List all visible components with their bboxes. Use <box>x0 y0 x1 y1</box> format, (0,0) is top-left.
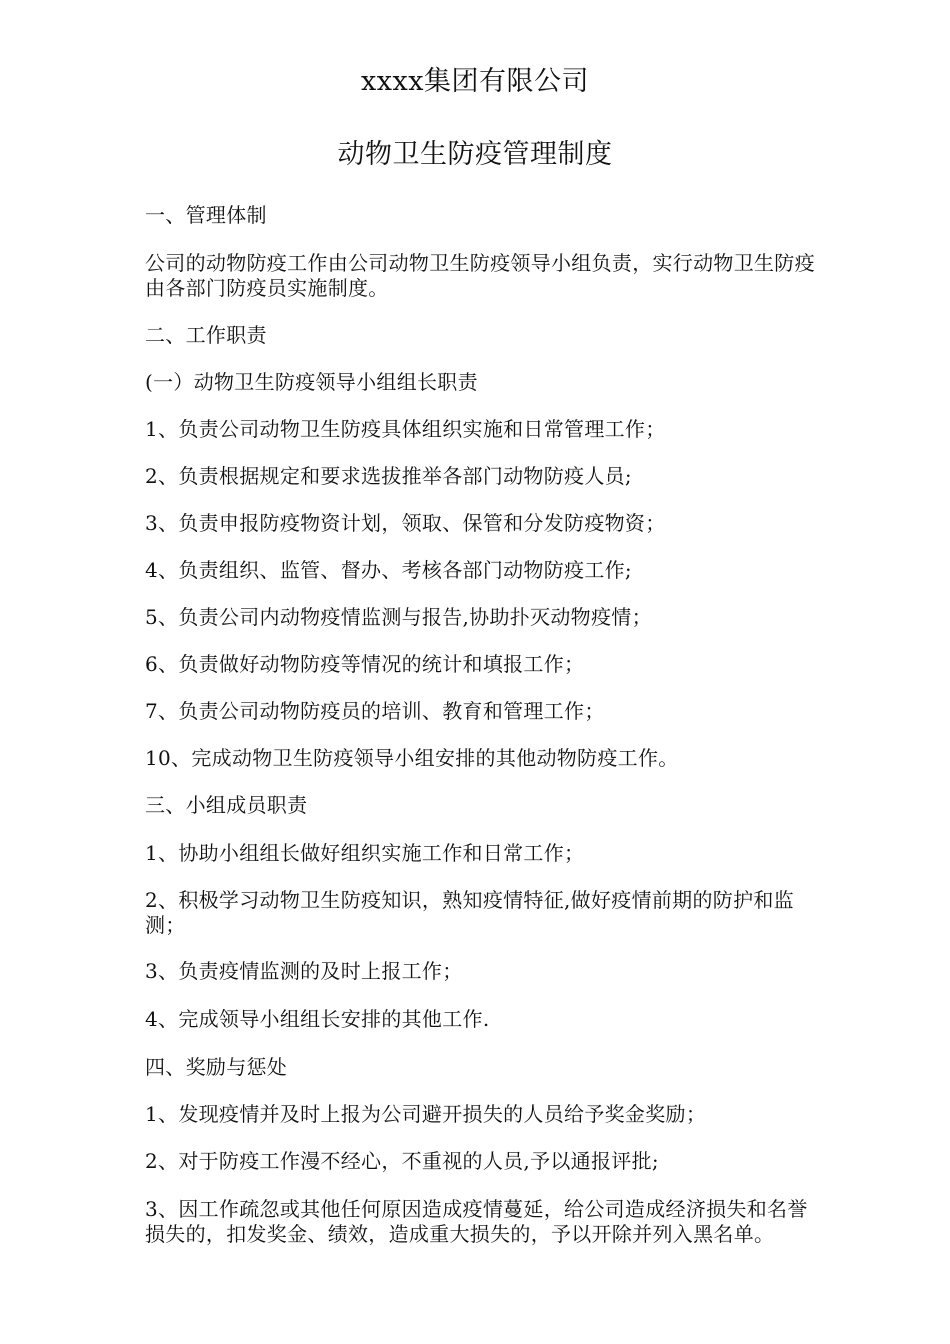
list-item: 10、完成动物卫生防疫领导小组安排的其他动物防疫工作。 <box>145 746 679 770</box>
list-item: 6、负责做好动物防疫等情况的统计和填报工作； <box>145 652 585 676</box>
list-item: 2、对于防疫工作漫不经心，不重视的人员,予以通报评批; <box>145 1149 659 1173</box>
list-item: 5、负责公司内动物疫情监测与报告,协助扑灭动物疫情； <box>145 605 652 629</box>
section-heading-rewards-penalties: 四、奖励与惩处 <box>145 1055 288 1079</box>
list-item: 3、负责申报防疫物资计划，领取、保管和分发防疫物资； <box>145 511 666 535</box>
company-title: xxxx集团有限公司 <box>361 66 589 97</box>
list-item: 1、负责公司动物卫生防疫具体组织实施和日常管理工作； <box>145 417 666 441</box>
list-item: 1、发现疫情并及时上报为公司避开损失的人员给予奖金奖励； <box>145 1102 707 1126</box>
list-item: 7、负责公司动物防疫员的培训、教育和管理工作； <box>145 699 605 723</box>
list-item: 3、负责疫情监测的及时上报工作； <box>145 959 463 983</box>
list-item: 1、协助小组组长做好组织实施工作和日常工作； <box>145 841 585 865</box>
section-heading-management-system: 一、管理体制 <box>145 203 267 227</box>
list-item: 3、因工作疏忽或其他任何原因造成疫情蔓延，给公司造成经济损失和名誉损失的，扣发奖金、绩效，造成重大损失的，予以开除并列入黑名单。 <box>145 1197 808 1246</box>
list-item: 2、负责根据规定和要求选拔推举各部门动物防疫人员; <box>145 464 632 488</box>
section-heading-responsibilities: 二、工作职责 <box>145 323 267 347</box>
list-item: 4、完成领导小组组长安排的其他工作. <box>145 1007 490 1031</box>
paragraph-management-system: 公司的动物防疫工作由公司动物卫生防疫领导小组负责，实行动物卫生防疫由各部门防疫员实施制度。 <box>145 251 815 300</box>
document-title: 动物卫生防疫管理制度 <box>337 139 613 170</box>
section-heading-member-duties: 三、小组成员职责 <box>145 793 308 817</box>
list-item: 4、负责组织、监管、督办、考核各部门动物防疫工作; <box>145 558 632 582</box>
list-item: 2、积极学习动物卫生防疫知识，熟知疫情特征,做好疫情前期的防护和监测； <box>145 888 794 937</box>
subsection-heading-leader-duties: (一）动物卫生防疫领导小组组长职责 <box>145 370 478 394</box>
